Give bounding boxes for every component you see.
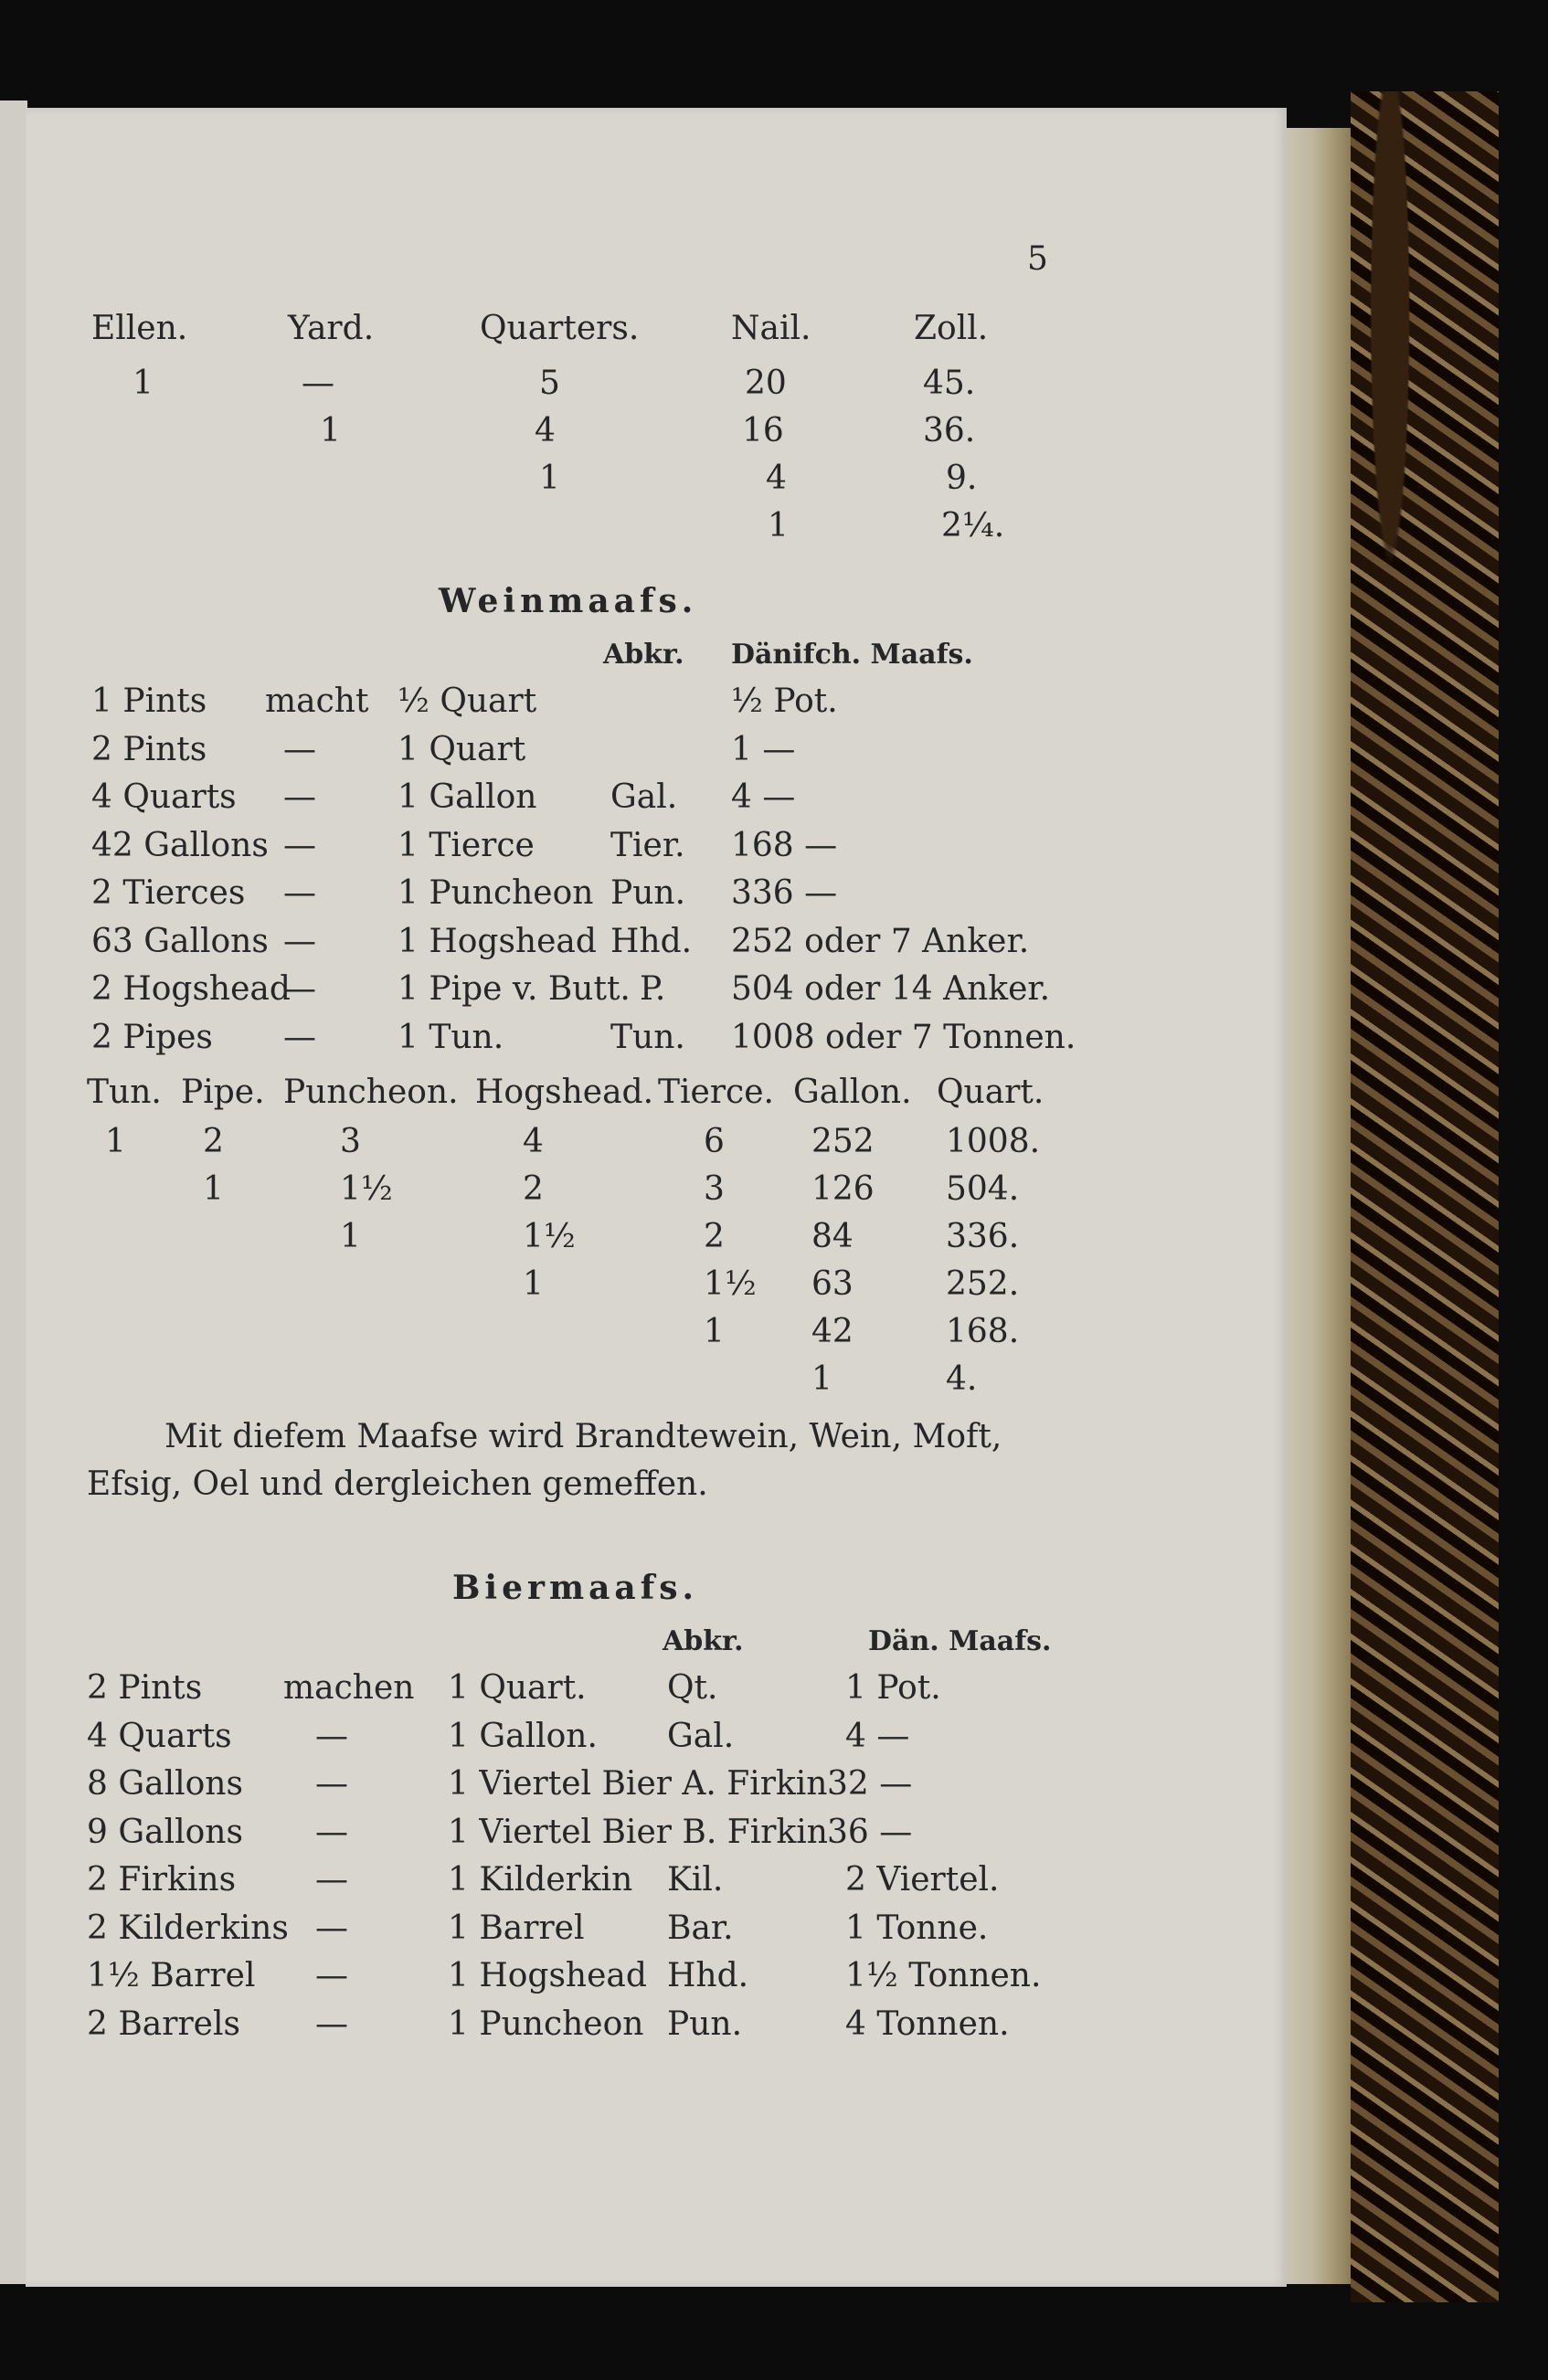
wein-row-cell: 2 Pints — [91, 730, 207, 768]
bier-row-cell: Gal. — [667, 1717, 735, 1755]
bier-row-cell: machen — [283, 1669, 415, 1707]
ellen-cell: 16 — [742, 412, 784, 450]
bier-row-cell: 2 Kilderkins — [87, 1909, 289, 1947]
bier-row-cell: 1 Hogshead — [448, 1957, 647, 1994]
bier-row-cell: 8 Gallons — [87, 1765, 243, 1803]
wein-row-cell: Pun. — [610, 874, 686, 912]
wein-row-cell: 168 — — [731, 826, 838, 864]
conv-cell: 1½ — [340, 1170, 393, 1208]
bier-row-cell: Kil. — [667, 1861, 724, 1899]
wein-row-cell: 1 Pints — [91, 682, 207, 720]
conv-cell: 336. — [946, 1218, 1020, 1255]
bier-row-cell: 1 Quart. — [448, 1669, 587, 1707]
ellen-cell: 4 — [766, 460, 787, 497]
wein-abkr-header: Abkr. — [603, 639, 684, 671]
bier-row-cell: 1 Viertel Bier B. Firkin — [448, 1813, 828, 1851]
conv-cell: 252 — [811, 1123, 875, 1160]
bier-row-cell: — — [315, 1909, 348, 1947]
ellen-cell: 2¼. — [941, 507, 1005, 545]
conv-header-3: Hogshead. — [475, 1074, 654, 1111]
bier-row-cell: 1½ Tonnen. — [845, 1957, 1042, 1994]
conv-header-4: Tierce. — [658, 1074, 774, 1111]
wein-row-cell: 252 oder 7 Anker. — [731, 922, 1030, 960]
conv-cell: 6 — [704, 1123, 725, 1160]
wein-row-cell: 1 — — [731, 730, 796, 768]
conv-cell: 1½ — [704, 1265, 757, 1303]
conv-cell: 1 — [811, 1360, 832, 1398]
wein-row-cell: — — [283, 826, 316, 864]
wein-row-cell: ½ Pot. — [731, 682, 838, 720]
bier-row-cell: Pun. — [667, 2004, 743, 2043]
bier-row-cell: 1½ Barrel — [87, 1957, 256, 1994]
ellen-cell: 1 — [768, 507, 789, 545]
wein-row-cell: 1 Quart — [398, 730, 526, 768]
conv-cell: 3 — [340, 1123, 361, 1160]
wein-row-cell: 2 Tierces — [91, 874, 246, 912]
bier-row-cell: — — [315, 2004, 348, 2043]
ellen-cell: 4 — [535, 412, 556, 450]
bier-row-cell: 1 Gallon. — [448, 1717, 598, 1755]
bier-row-cell: 4 — — [845, 1717, 910, 1755]
wein-row-cell: 2 Pipes — [91, 1018, 213, 1056]
bier-row-cell: — — [315, 1717, 348, 1755]
bier-row-cell: 9 Gallons — [87, 1813, 243, 1851]
conv-cell: 504. — [946, 1170, 1020, 1208]
conv-cell: 1 — [704, 1313, 725, 1350]
conv-cell: 84 — [811, 1218, 854, 1255]
bier-row-cell: 1 Kilderkin — [448, 1861, 633, 1899]
conv-cell: 42 — [811, 1313, 854, 1350]
conv-cell: 3 — [704, 1170, 725, 1208]
wein-row-cell: 1 Pipe v. Butt. — [398, 970, 631, 1008]
wein-row-cell: 42 Gallons — [91, 826, 269, 864]
bier-row-cell: — — [315, 1861, 348, 1899]
wein-row-cell: Hhd. — [610, 922, 693, 960]
bier-row-cell: 2 Pints — [87, 1669, 203, 1707]
bier-row-cell: 2 Viertel. — [845, 1861, 1000, 1899]
bier-row-cell: Hhd. — [667, 1957, 749, 1994]
conv-header-5: Gallon. — [793, 1074, 912, 1111]
bier-row-cell: — — [315, 1765, 348, 1803]
ellen-header-1: Yard. — [288, 310, 375, 347]
wein-row-cell: 2 Hogshead — [91, 970, 291, 1008]
wein-note-line2: Efsig, Oel und dergleichen gemeffen. — [87, 1465, 708, 1503]
bier-dan-header: Dän. Maafs. — [868, 1625, 1052, 1657]
ellen-cell: — — [302, 365, 334, 402]
conv-cell: 1½ — [523, 1218, 576, 1255]
conv-header-2: Puncheon. — [283, 1074, 459, 1111]
bier-row-cell: — — [315, 1957, 348, 1994]
bier-row-cell: Bar. — [667, 1909, 734, 1947]
wein-row-cell: 1 Gallon — [398, 778, 537, 816]
wein-title: Weinmaafs. — [439, 582, 698, 620]
conv-cell: 168. — [946, 1313, 1020, 1350]
page-fore-edge — [1287, 128, 1351, 2284]
bier-row-cell: 1 Pot. — [845, 1669, 941, 1707]
wein-row-cell: 4 Quarts — [91, 778, 237, 816]
ellen-header-0: Ellen. — [91, 310, 188, 347]
bier-row-cell: — — [315, 1813, 348, 1851]
conv-cell: 1 — [203, 1170, 224, 1208]
bier-row-cell: 36 — — [827, 1813, 913, 1851]
ellen-cell: 1 — [133, 365, 154, 402]
ellen-header-3: Nail. — [731, 310, 811, 347]
wein-note-line1: Mit diefem Maafse wird Brandtewein, Wein, Moft, — [164, 1418, 1002, 1455]
bier-row-cell: 2 Firkins — [87, 1861, 237, 1899]
conv-cell: 1 — [523, 1265, 544, 1303]
wein-row-cell: 336 — — [731, 874, 838, 912]
bier-row-cell: 2 Barrels — [87, 2004, 240, 2043]
ellen-cell: 1 — [539, 460, 560, 497]
conv-header-0: Tun. — [87, 1074, 162, 1111]
conv-cell: 4. — [946, 1360, 978, 1398]
ellen-header-4: Zoll. — [914, 310, 989, 347]
wein-row-cell: 1 Hogshead — [398, 922, 597, 960]
page-number: 5 — [1027, 240, 1048, 278]
bier-title: Biermaafs. — [452, 1569, 699, 1607]
conv-cell: 1008. — [946, 1123, 1041, 1160]
wein-row-cell: 504 oder 14 Anker. — [731, 970, 1051, 1008]
wein-row-cell: 63 Gallons — [91, 922, 269, 960]
wein-row-cell: — — [283, 970, 316, 1008]
conv-header-1: Pipe. — [181, 1074, 265, 1111]
ellen-header-2: Quarters. — [480, 310, 640, 347]
wein-row-cell: Tier. — [610, 826, 685, 864]
wein-row-cell: 4 — — [731, 778, 796, 816]
bier-row-cell: 1 Puncheon — [448, 2004, 644, 2043]
wein-row-cell: P. — [640, 970, 666, 1008]
wein-row-cell: Gal. — [610, 778, 678, 816]
conv-cell: 1 — [340, 1218, 361, 1255]
bier-row-cell: 4 Tonnen. — [845, 2004, 1010, 2043]
wein-row-cell: ½ Quart — [398, 682, 537, 720]
wein-row-cell: 1 Tierce — [398, 826, 535, 864]
bier-abkr-header: Abkr. — [663, 1625, 744, 1657]
wein-row-cell: macht — [265, 682, 369, 720]
conv-cell: 63 — [811, 1265, 854, 1303]
ellen-cell: 1 — [320, 412, 341, 450]
wein-row-cell: — — [283, 874, 316, 912]
bier-row-cell: 1 Barrel — [448, 1909, 585, 1947]
ellen-cell: 9. — [946, 460, 978, 497]
ellen-cell: 5 — [539, 365, 560, 402]
wein-row-cell: Tun. — [610, 1018, 685, 1056]
wein-dan-header: Dänifch. Maafs. — [731, 639, 973, 671]
wein-row-cell: — — [283, 730, 316, 768]
conv-cell: 4 — [523, 1123, 544, 1160]
conv-cell: 2 — [704, 1218, 725, 1255]
conv-cell: 2 — [523, 1170, 544, 1208]
wein-row-cell: 1008 oder 7 Tonnen. — [731, 1018, 1076, 1056]
ellen-cell: 20 — [745, 365, 787, 402]
bier-row-cell: Qt. — [667, 1669, 718, 1707]
wein-row-cell: — — [283, 1018, 316, 1056]
wein-row-cell: 1 Tun. — [398, 1018, 504, 1056]
conv-cell: 126 — [811, 1170, 875, 1208]
wein-row-cell: 1 Puncheon — [398, 874, 594, 912]
wein-row-cell: — — [283, 922, 316, 960]
left-page-edge — [0, 100, 27, 2284]
bier-row-cell: 4 Quarts — [87, 1717, 232, 1755]
ellen-cell: 45. — [923, 365, 976, 402]
conv-header-6: Quart. — [937, 1074, 1044, 1111]
wein-row-cell: — — [283, 778, 316, 816]
bier-row-cell: 1 Viertel Bier A. Firkin — [448, 1765, 828, 1803]
ellen-cell: 36. — [923, 412, 976, 450]
bier-row-cell: 1 Tonne. — [845, 1909, 989, 1947]
background-edge — [1499, 0, 1548, 2380]
bier-row-cell: 32 — — [827, 1765, 913, 1803]
conv-cell: 1 — [105, 1123, 126, 1160]
conv-cell: 2 — [203, 1123, 224, 1160]
conv-cell: 252. — [946, 1265, 1020, 1303]
